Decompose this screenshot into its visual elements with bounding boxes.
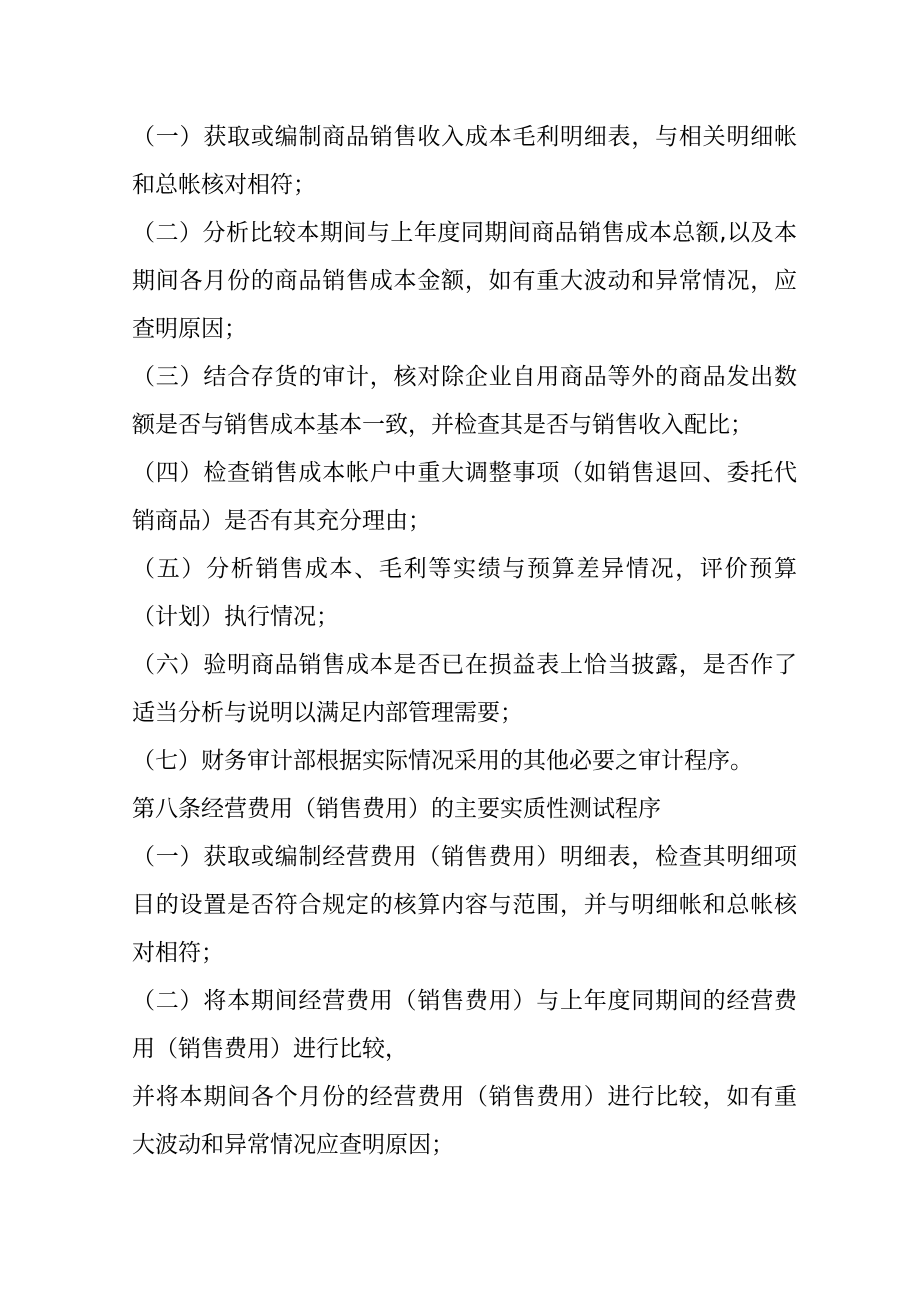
- paragraph-item-2: （二）分析比较本期间与上年度同期间商品销售成本总额,以及本期间各月份的商品销售成本金额，如有重大波动和异常情况，应查明原因；: [132, 220, 797, 342]
- paragraph-item-3: （三）结合存货的审计，核对除企业自用商品等外的商品发出数额是否与销售成本基本一致，并检查其是否与销售收入配比；: [132, 364, 797, 438]
- paragraph-item-8: （一）获取或编制经营费用（销售费用）明细表，检查其明细项目的设置是否符合规定的核算内容与范围，并与明细帐和总帐核对相符；: [132, 844, 797, 966]
- paragraph-item-4: （四）检查销售成本帐户中重大调整事项（如销售退回、委托代销商品）是否有其充分理由；: [132, 460, 797, 534]
- paragraph-item-7: （七）财务审计部根据实际情况采用的其他必要之审计程序。: [132, 748, 753, 774]
- paragraph-item-5: （五）分析销售成本、毛利等实绩与预算差异情况，评价预算（计划）执行情况；: [132, 556, 797, 630]
- document-body: [132, 113, 797, 1169]
- paragraph-item-1: （一）获取或编制商品销售收入成本毛利明细表，与相关明细帐和总帐核对相符；: [132, 124, 797, 198]
- paragraph-item-6: （六）验明商品销售成本是否已在损益表上恰当披露，是否作了适当分析与说明以满足内部管理需要；: [132, 652, 797, 726]
- paragraph-item-9: （二）将本期间经营费用（销售费用）与上年度同期间的经营费用（销售费用）进行比较，: [132, 988, 797, 1062]
- section-heading-article-8: 第八条经营费用（销售费用）的主要实质性测试程序: [132, 796, 661, 822]
- paragraph-item-10: 并将本期间各个月份的经营费用（销售费用）进行比较，如有重大波动和异常情况应查明原因；: [132, 1084, 797, 1158]
